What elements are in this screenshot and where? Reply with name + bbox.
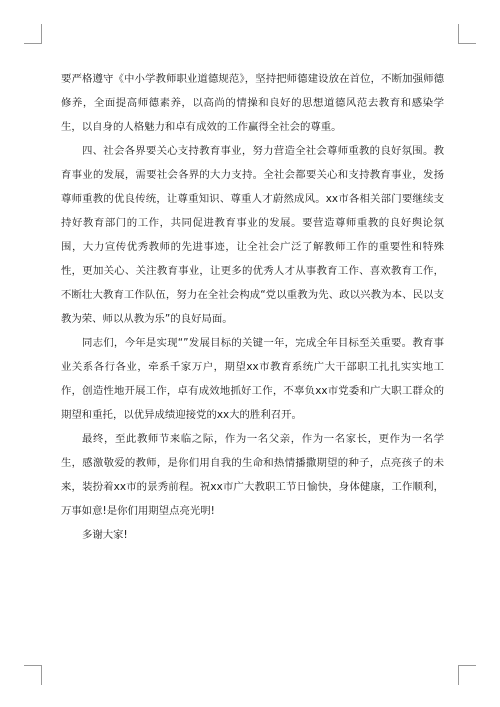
paragraph-continuation: 要严格遵守《中小学教师职业道德规范》，坚持把师德建设放在首位，不断加强师德修养，全面提高师德素养，以高尚的情操和良好的思想道德风范去教育和感染学生，以自身的人格魅力和卓有成效的工作赢得全社会的尊重。	[61, 73, 444, 133]
paragraph-section-four: 四、社会各界要关心支持教育事业，努力营造全社会尊师重教的良好氛围。教育事业的发展，需要社会各界的大力支持。全社会都要关心和支持教育事业，发扬尊师重教的优良传统，让尊重知识、尊重人才蔚然成风。xx市各相关部门要继续支持好教育部门的工作，共同促进教育事业的发展。要营造尊师重教的良好舆论氛围，大力宣传优秀教师的先进事迹，让全社会广泛了解教师工作的重要性和特殊性，更加关心、关注教育事业，让更多的优秀人才从事教育工作、喜欢教育工作，不断壮大教育工作队伍，努力在全社会构成“党以重教为先、政以兴教为本、民以支教为荣、师以从教为乐”的良好局面。	[61, 145, 444, 325]
paragraph-comrades: 同志们，今年是实现“”发展目标的关键一年，完成全年目标至关重要。教育事业关系各行各业，牵系千家万户，期望xx市教育系统广大干部职工扎扎实实地工作，创造性地开展工作，卓有成效地抓好工作，不辜负xx市党委和广大职工群众的期望和重托，以优异成绩迎接党的xx大的胜利召开。	[61, 337, 444, 421]
crop-mark-bottom-right	[458, 665, 459, 685]
crop-mark-top-left	[41, 24, 42, 44]
crop-mark-bottom-left	[41, 665, 42, 685]
paragraph-closing: 最终，至此教师节来临之际，作为一名父亲，作为一名家长，更作为一名学生，感激敬爱的教师，是你们用自我的生命和热情播撒期望的种子，点亮孩子的未来，装扮着xx市的景秀前程。祝xx市广大教职工节日愉快，身体健康，工作顺利，万事如意!是你们用期望点亮光明!	[61, 433, 444, 517]
crop-mark-top-right	[458, 43, 476, 44]
crop-mark-top-right	[458, 24, 459, 44]
crop-mark-bottom-left	[24, 665, 42, 666]
crop-mark-top-left	[24, 43, 42, 44]
document-body	[61, 67, 444, 547]
crop-mark-bottom-right	[458, 665, 476, 666]
paragraph-thanks: 多谢大家!	[82, 529, 128, 541]
